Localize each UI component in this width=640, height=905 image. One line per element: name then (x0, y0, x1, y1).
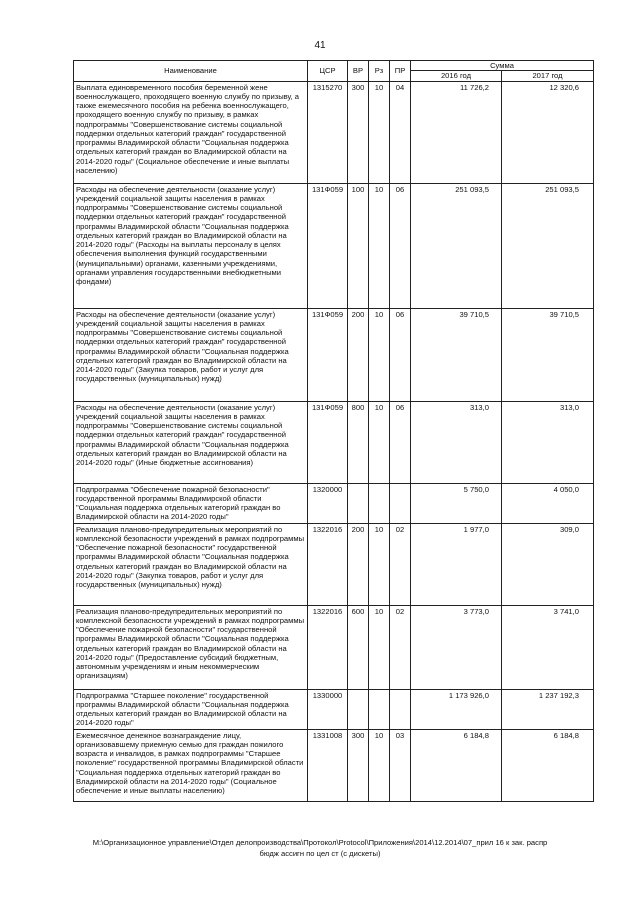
row-vr: 800 (348, 401, 369, 483)
row-pr: 03 (390, 729, 411, 801)
row-sum-2016: 1 173 926,0 (411, 689, 502, 729)
table-row (74, 523, 594, 605)
table-row (74, 689, 594, 729)
row-vr: 200 (348, 523, 369, 605)
row-name: Выплата единовременного пособия беременной жене военнослужащего, проходящего военную службу по призыву, а также ежемесячного пособия на ребенка военнослужащего, проходящего военную службу по призыву, в рамках подпрограммы "Совершенствование системы социальной поддержки отдельных категорий граждан" государственной программы Владимирской области "Социальная поддержка отдельных категорий граждан во Владимирской области на 2014-2020 годы" (Социальное обеспечение и иные выплаты населению) (74, 81, 308, 183)
row-name: Реализация планово-предупредительных мероприятий по комплексной безопасности учреждений в рамках подпрограммы "Обеспечение пожарной безопасности" государственной программы Владимирской области "Социальная поддержка отдельных категорий граждан во Владимирской области на 2014-2020 годы" (Предоставление субсидий бюджетным, автономным учреждениям и иным некоммерческим организациям) (74, 605, 308, 689)
header-csr: ЦСР (308, 61, 348, 82)
row-name: Подпрограмма "Обеспечение пожарной безопасности" государственной программы Владимирской области "Социальная поддержка отдельных категорий граждан во Владимирской области на 2014-2020 годы" (74, 483, 308, 523)
row-sum-2016: 5 750,0 (411, 483, 502, 523)
row-rz: 10 (369, 401, 390, 483)
table-row (74, 401, 594, 483)
row-sum-2017: 4 050,0 (502, 483, 594, 523)
row-pr: 02 (390, 523, 411, 605)
row-csr: 131Ф059 (308, 401, 348, 483)
row-rz (369, 483, 390, 523)
row-pr (390, 689, 411, 729)
budget-table (73, 60, 594, 802)
row-pr: 06 (390, 401, 411, 483)
table-row (74, 308, 594, 401)
row-csr: 1330000 (308, 689, 348, 729)
row-name: Реализация планово-предупредительных мероприятий по комплексной безопасности учреждений в рамках подпрограммы "Обеспечение пожарной безопасности" государственной программы Владимирской области "Социальная поддержка отдельных категорий граждан во Владимирской области на 2014-2020 годы" (Закупка товаров, работ и услуг для государственных (муниципальных) нужд) (74, 523, 308, 605)
header-rz: Рз (369, 61, 390, 82)
row-sum-2017: 313,0 (502, 401, 594, 483)
row-sum-2016: 11 726,2 (411, 81, 502, 183)
row-rz: 10 (369, 605, 390, 689)
row-sum-2016: 251 093,5 (411, 183, 502, 308)
row-vr: 600 (348, 605, 369, 689)
row-sum-2017: 39 710,5 (502, 308, 594, 401)
row-pr: 02 (390, 605, 411, 689)
header-2016: 2016 год (411, 71, 502, 81)
row-sum-2016: 3 773,0 (411, 605, 502, 689)
row-rz: 10 (369, 308, 390, 401)
row-name: Подпрограмма "Старшее поколение" государственной программы Владимирской области "Социальная поддержка отдельных категорий граждан во Владимирской области на 2014-2020 годы" (74, 689, 308, 729)
footer-line-2: бюдж ассигн по цел ст (с дискеты) (259, 848, 381, 858)
row-rz: 10 (369, 523, 390, 605)
row-csr: 131Ф059 (308, 183, 348, 308)
row-sum-2017: 309,0 (502, 523, 594, 605)
row-sum-2016: 6 184,8 (411, 729, 502, 801)
row-rz: 10 (369, 81, 390, 183)
row-sum-2017: 3 741,0 (502, 605, 594, 689)
header-2017: 2017 год (502, 71, 594, 81)
header-name: Наименование (74, 61, 308, 82)
header-sum: Сумма (411, 61, 594, 71)
row-csr: 1320000 (308, 483, 348, 523)
row-name: Расходы на обеспечение деятельности (оказание услуг) учреждений социальной защиты населения в рамках подпрограммы "Совершенствование системы социальной поддержки отдельных категорий граждан" государственной программы Владимирской области "Социальная поддержка отдельных категорий граждан во Владимирской области на 2014-2020 годы" (Расходы на выплаты персоналу в целях обеспечения выполнения функций государственными (муниципальными) органами, казенными учреждениями, органами управления государственными внебюджетными фондами) (74, 183, 308, 308)
row-vr: 300 (348, 729, 369, 801)
row-csr: 1315270 (308, 81, 348, 183)
row-name: Ежемесячное денежное вознаграждение лицу, организовавшему приемную семью для граждан пожилого возраста и инвалидов, в рамках подпрограммы "Старшее поколение" государственной программы Владимирской области "Социальная поддержка отдельных категорий граждан во Владимирской области на 2014-2020 годы" (Социальное обеспечение и иные выплаты населению) (74, 729, 308, 801)
table-row (74, 183, 594, 308)
row-csr: 1322016 (308, 523, 348, 605)
row-vr: 200 (348, 308, 369, 401)
row-pr: 06 (390, 183, 411, 308)
table-row (74, 729, 594, 801)
row-csr: 1322016 (308, 605, 348, 689)
row-rz (369, 689, 390, 729)
file-path-footer (60, 838, 580, 859)
row-pr: 06 (390, 308, 411, 401)
row-sum-2017: 1 237 192,3 (502, 689, 594, 729)
row-sum-2017: 251 093,5 (502, 183, 594, 308)
row-vr: 300 (348, 81, 369, 183)
row-rz: 10 (369, 183, 390, 308)
row-sum-2016: 39 710,5 (411, 308, 502, 401)
header-pr: ПР (390, 61, 411, 82)
row-pr (390, 483, 411, 523)
row-csr: 131Ф059 (308, 308, 348, 401)
row-name: Расходы на обеспечение деятельности (оказание услуг) учреждений социальной защиты населения в рамках подпрограммы "Совершенствование системы социальной поддержки отдельных категорий граждан" государственной программы Владимирской области "Социальная поддержка отдельных категорий граждан во Владимирской области на 2014-2020 годы" (Закупка товаров, работ и услуг для государственных (муниципальных) нужд) (74, 308, 308, 401)
header-vr: ВР (348, 61, 369, 82)
row-csr: 1331008 (308, 729, 348, 801)
row-vr: 100 (348, 183, 369, 308)
table-row (74, 605, 594, 689)
row-name: Расходы на обеспечение деятельности (оказание услуг) учреждений социальной защиты населения в рамках подпрограммы "Совершенствование системы социальной поддержки отдельных категорий граждан" государственной программы Владимирской области "Социальная поддержка отдельных категорий граждан во Владимирской области на 2014-2020 годы" (Иные бюджетные ассигнования) (74, 401, 308, 483)
row-sum-2016: 313,0 (411, 401, 502, 483)
table-row (74, 483, 594, 523)
footer-line-1: M:\Организационное управление\Отдел делопроизводства\Протокол\Protocol\Приложения\2014\12.2014\07_прил 16 к зак. распр (92, 838, 548, 847)
row-rz: 10 (369, 729, 390, 801)
row-sum-2017: 12 320,6 (502, 81, 594, 183)
page-number: 41 (314, 40, 326, 51)
row-vr (348, 689, 369, 729)
row-sum-2017: 6 184,8 (502, 729, 594, 801)
row-vr (348, 483, 369, 523)
table-row (74, 81, 594, 183)
row-sum-2016: 1 977,0 (411, 523, 502, 605)
row-pr: 04 (390, 81, 411, 183)
